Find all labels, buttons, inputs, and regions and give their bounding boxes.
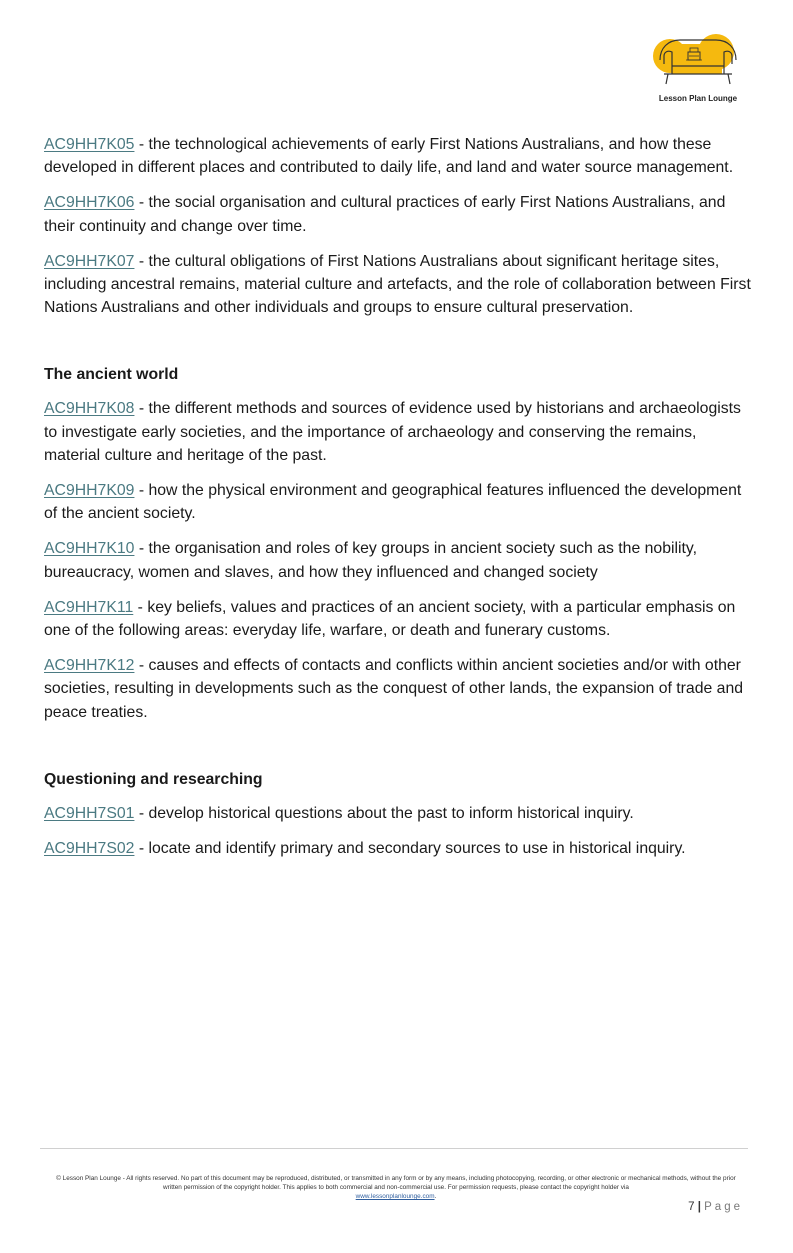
logo-text: Lesson Plan Lounge — [658, 94, 738, 103]
curriculum-item — [44, 837, 754, 860]
page-number — [688, 1201, 743, 1213]
curriculum-code-link[interactable]: AC9HH7K06 — [44, 194, 135, 212]
website-link[interactable]: www.lessonplanlounge.com — [355, 1193, 435, 1201]
curriculum-description: - how the physical environment and geographical features influenced the development of the ancient society. — [44, 482, 742, 523]
page-separator: | — [697, 1201, 701, 1213]
curriculum-code-link[interactable]: AC9HH7S02 — [44, 840, 135, 858]
curriculum-item — [44, 654, 754, 724]
curriculum-item — [44, 191, 754, 237]
curriculum-description: - the cultural obligations of First Nations Australians about significant heritage sites, including ancestral remains, material culture and artefacts, and the role of collaboration between First Nations Australians and other individuals and groups to ensure cultural preservation. — [44, 252, 751, 317]
copyright-text: © Lesson Plan Lounge - All rights reserved. No part of this document may be reproduced, distributed, or transmitted in any form or by any means, including photocopying, recording, or other electronic or mechanical methods, without the prior written permission of the copyright holder. This applies to both commercial and non-commercial use. For permission requests, please contact the copyright holder via — [56, 1175, 736, 1192]
curriculum-code-link[interactable]: AC9HH7K05 — [44, 136, 135, 153]
curriculum-item — [44, 133, 754, 179]
logo — [650, 30, 746, 106]
curriculum-item — [44, 802, 754, 825]
curriculum-item — [44, 596, 754, 642]
link-suffix: . — [434, 1193, 437, 1201]
curriculum-description: - locate and identify primary and secondary sources to use in historical inquiry. — [134, 840, 686, 858]
curriculum-code-link[interactable]: AC9HH7K09 — [44, 482, 135, 500]
section-heading: Questioning and researching — [44, 770, 263, 788]
curriculum-item — [44, 537, 754, 583]
curriculum-code-link[interactable]: AC9HH7K12 — [44, 657, 135, 675]
footer-divider — [40, 1148, 748, 1149]
curriculum-description: - the different methods and sources of evidence used by historians and archaeologists to investigate early societies, and the importance of archaeology and conserving the remains, material culture and heritage of the past. — [44, 400, 741, 464]
curriculum-description: - develop historical questions about the past to inform historical inquiry. — [134, 804, 634, 822]
curriculum-description: - the organisation and roles of key groups in ancient society such as the nobility, bureaucracy, women and slaves, and how they influenced and changed society — [44, 540, 698, 581]
curriculum-code-link[interactable]: AC9HH7S01 — [44, 804, 135, 822]
curriculum-description: - causes and effects of contacts and conflicts within ancient societies and/or with other societies, resulting in developments such as the conquest of other lands, the expansion of trade and peace treaties. — [44, 657, 744, 721]
curriculum-item — [44, 397, 754, 467]
document-body — [44, 133, 754, 872]
section-heading: The ancient world — [44, 366, 179, 384]
curriculum-code-link[interactable]: AC9HH7K11 — [44, 598, 134, 616]
curriculum-code-link[interactable]: AC9HH7K07 — [44, 252, 135, 270]
page-number-value: 7 — [688, 1201, 695, 1213]
curriculum-description: - the social organisation and cultural practices of early First Nations Australians, and their continuity and change over time. — [44, 194, 726, 235]
curriculum-description: - key beliefs, values and practices of an ancient society, with a particular emphasis on one of the following areas: everyday life, warfare, or death and funerary customs. — [44, 598, 736, 640]
curriculum-description: - the technological achievements of early First Nations Australians, and how these developed in different places and contributed to daily life, and land and water source management. — [44, 136, 734, 177]
sofa-logo-icon — [650, 30, 746, 92]
page-word: Page — [704, 1201, 743, 1213]
curriculum-item — [44, 250, 754, 320]
curriculum-item — [44, 479, 754, 525]
curriculum-code-link[interactable]: AC9HH7K10 — [44, 540, 135, 558]
curriculum-code-link[interactable]: AC9HH7K08 — [44, 400, 135, 418]
footer-copyright — [50, 1174, 742, 1202]
